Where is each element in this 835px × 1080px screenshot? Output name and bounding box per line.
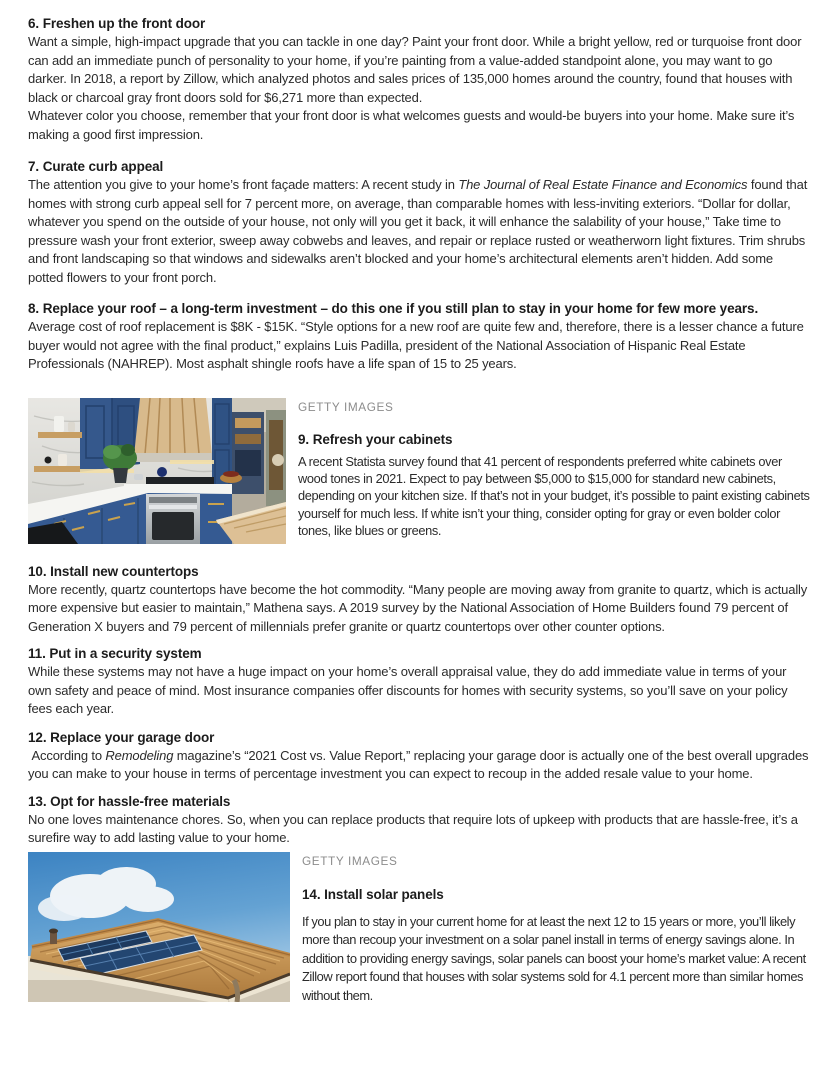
section-10 bbox=[28, 562, 811, 637]
section-heading: 11. Put in a security system bbox=[28, 646, 202, 661]
section-9 bbox=[28, 398, 811, 544]
section-8 bbox=[28, 299, 811, 374]
paragraph-text: found that homes with strong curb appeal sell for 7 percent more, on average, than comparable homes with less-inviting exteriors. “Dollar for dollar, whatever you spend on the outside of your house, not only will you get it back, it will enhance the salability of your house,” Take time to pressure wash your front exterior, sweep away cobwebs and leaves, and repair or replace rusted or weatherworn light fixtures. Trim shrubs and front landscaping so that windows and sidewalks aren’t blocked and your home’s architectural elements aren’t hidden. Add some potted flowers to your front porch. bbox=[28, 177, 808, 285]
section-paragraph: While these systems may not have a huge impact on your home’s overall appraisal value, they do add immediate value in terms of your own safety and peace of mind. Most insurance companies offer discounts for homes with security systems, so you’ll save on your policy fees each year. bbox=[28, 664, 788, 716]
getty-caption: GETTY IMAGES bbox=[298, 399, 394, 414]
section-6 bbox=[28, 14, 811, 144]
section-9-text bbox=[298, 398, 811, 540]
section-14-text bbox=[302, 852, 811, 1006]
section-paragraph: No one loves maintenance chores. So, when you can replace products that require lots of upkeep with products that are hassle-free, it’s a surefire way to add lasting value to your home. bbox=[28, 811, 798, 845]
section-heading: 13. Opt for hassle-free materials bbox=[28, 793, 231, 809]
section-heading: 7. Curate curb appeal bbox=[28, 159, 164, 174]
section-paragraph: Average cost of roof replacement is $8K - $15K. “Style options for a new roof are quite few and, therefore, there is a lesser chance a future buyer would not agree with the final product,” explains Luis Padilla, president of the National Association of Hispanic Real Estate Professionals (NAHREP). Most asphalt shingle roofs have a life span of 15 to 25 years. bbox=[28, 319, 804, 371]
section-paragraph: A recent Statista survey found that 41 percent of respondents preferred white cabinets over wood tones in 2021. Expect to pay between $5,000 to $15,000 for standard new cabinets, depending on your kitchen size. If that’s not in your budget, it’s possible to paint existing cabinets yourself for much less. If white isn’t your thing, consider opting for gray or even bolder color tones, like blues or greens. bbox=[298, 453, 810, 539]
section-heading: 14. Install solar panels bbox=[302, 886, 444, 902]
magazine-title-italic: Remodeling bbox=[105, 747, 174, 763]
section-7 bbox=[28, 157, 811, 287]
paragraph-text: magazine’s “2021 Cost vs. Value Report,” replacing your garage door is actually one of the best overall upgrades you can make to your house in terms of percentage investment you can expect to recoup in the added resale value to your home. bbox=[28, 747, 812, 781]
journal-title-italic: The Journal of Real Estate Finance and Economics bbox=[458, 177, 748, 192]
section-13 bbox=[28, 792, 811, 848]
paragraph-text: According to bbox=[28, 747, 106, 763]
section-heading: 6. Freshen up the front door bbox=[28, 16, 206, 31]
getty-caption: GETTY IMAGES bbox=[302, 853, 398, 868]
paragraph-text: The attention you give to your home’s front façade matters: A recent study in bbox=[28, 177, 459, 192]
section-heading: 9. Refresh your cabinets bbox=[298, 431, 453, 447]
section-paragraph: Want a simple, high-impact upgrade that you can tackle in one day? Paint your front door. While a bright yellow, red or turquoise front door can add an immediate punch of personality to your home, if you’re painting from a value-added standpoint alone, you may want to go darker. In 2018, a report by Zillow, which analyzed photos and sales prices of 135,000 homes around the country, found that houses with black or charcoal gray front doors sold for $6,271 more than expected. bbox=[28, 34, 802, 105]
section-paragraph: Whatever color you choose, remember that your front door is what welcomes guests and would-be buyers into your home. Make sure it’s making a good first impression. bbox=[28, 108, 795, 142]
section-paragraph: If you plan to stay in your current home for at least the next 12 to 15 years or more, you’ll likely more than recoup your investment on a solar panel install in terms of energy savings alone. In addition to providing energy savings, solar panels can boost your home’s market value: A recent Zillow report found that houses with solar systems sold for 4.1 percent more than similar homes without them. bbox=[302, 913, 806, 1003]
section-11 bbox=[28, 644, 811, 719]
section-heading: 8. Replace your roof – a long-term investment – do this one if you still plan to stay in your home for few more years. bbox=[28, 301, 759, 316]
section-paragraph: More recently, quartz countertops have become the hot commodity. “Many people are moving away from granite to quartz, which is actually more expensive but easier to maintain,” Mathena says. A 2019 survey by the National Association of Home Builders found 79 percent of Generation X buyers and 79 percent of millennials prefer granite or quartz countertops over other counter options. bbox=[28, 581, 808, 634]
section-heading: 12. Replace your garage door bbox=[28, 729, 215, 745]
section-paragraph bbox=[28, 747, 811, 784]
blue-kitchen-photo bbox=[28, 398, 286, 544]
section-12 bbox=[28, 728, 811, 784]
section-14 bbox=[28, 852, 811, 1006]
section-paragraph bbox=[28, 176, 811, 287]
solar-panels-photo bbox=[28, 852, 290, 1002]
section-heading: 10. Install new countertops bbox=[28, 563, 199, 579]
